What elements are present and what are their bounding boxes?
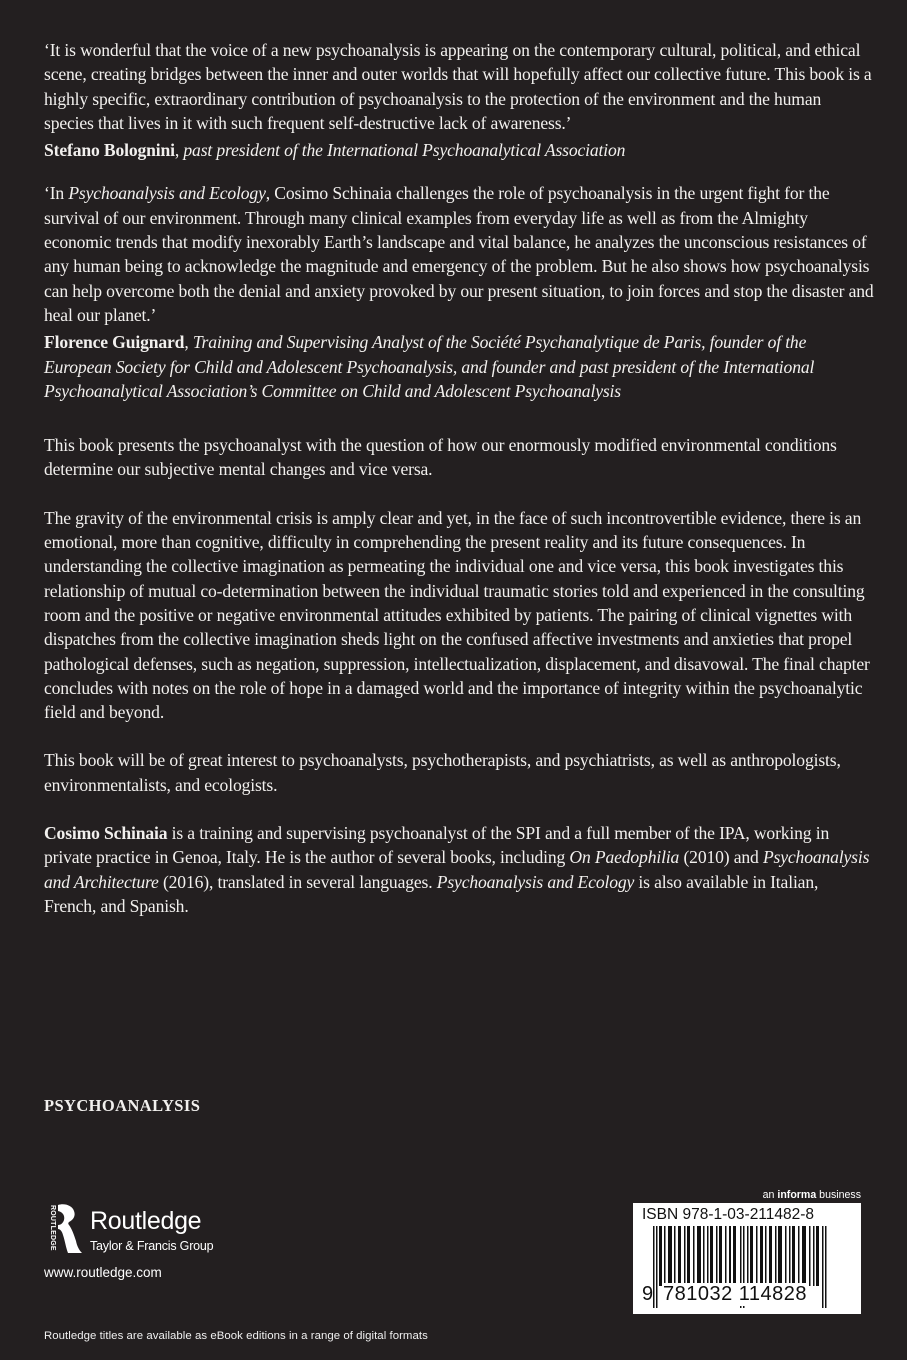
book-title: Psychoanalysis and Ecology xyxy=(68,183,266,204)
endorser-credentials: past president of the International Psychoanalytical Association xyxy=(183,140,626,161)
author-bio: Cosimo Schinaia is a training and supervising psychoanalyst of the SPI and a full member of the IPA, working in private practice in Genoa, Italy. He is the author of several books, including On Paedophilia (2010) and Psychoanalysis and Architecture (2016), translated in several languages. Psychoanalysis and Ecology is also available in Italian, French, and Spanish. xyxy=(44,823,870,916)
isbn-label: ISBN 978-1-03-211482-8 xyxy=(642,1206,815,1223)
publisher-group: Taylor & Francis Group xyxy=(90,1239,214,1253)
endorser-credentials: Training and Supervising Analyst of the Société Psychanalytique de Paris, founder of the European Society for Child and Adolescent Psychoanalysis, and founder and past president of the International Psychoanalytical Association’s Committee on Child and Adolescent Psychoanalysis xyxy=(44,332,815,401)
author-name: Cosimo Schinaia xyxy=(44,823,168,844)
endorsement-attribution-2: Florence Guignard, Training and Supervising Analyst of the Société Psychanalytique de Paris, founder of the European Society for Child and Adolescent Psychoanalysis, and founder and past president of the International Psychoanalytical Association’s Committee on Child and Adolescent Psychoanalysis xyxy=(44,332,815,401)
endorser-name: Florence Guignard xyxy=(44,332,185,353)
ebook-availability-note: Routledge titles are available as eBook editions in a range of digital formats xyxy=(44,1330,428,1342)
isbn-barcode: ISBN 978-1-03-211482-8 9 781032 114828 xyxy=(633,1203,861,1314)
informa-tagline: an informa business xyxy=(762,1189,861,1201)
back-cover-text xyxy=(44,38,874,918)
endorsement-quote-1: ‘It is wonderful that the voice of a new psychoanalysis is appearing on the contemporary cultural, political, and ethical scene, creating bridges between the inner and outer worlds that will hopefully affect our collective future. This book is a highly specific, extraordinary contribution of psychoanalysis to the protection of the environment and the human species that lives in it with such frequent self-destructive lack of awareness.’ xyxy=(44,40,872,133)
description-paragraph-1: This book presents the psychoanalyst with the question of how our enormously modified environmental conditions determine our subjective mental changes and vice versa. xyxy=(44,435,837,480)
svg-text:ROUTLEDGE: ROUTLEDGE xyxy=(49,1205,56,1251)
publisher-name: Routledge xyxy=(90,1207,202,1235)
routledge-logo-icon xyxy=(44,1203,84,1255)
publisher-url[interactable]: www.routledge.com xyxy=(44,1265,162,1280)
endorsement-quote-2: ‘In Psychoanalysis and Ecology, Cosimo Schinaia challenges the role of psychoanalysis in the urgent fight for the survival of our environment. Through many clinical examples from everyday life as well as from the Almighty economic trends that modify inexorably Earth’s landscape and vital balance, he analyzes the unconscious resistances of any human being to acknowledge the magnitude and emergency of the problem. But he also shows how psychoanalysis can help overcome both the denial and anxiety provoked by our present situation, to join forces and stop the disaster and heal our planet.’ xyxy=(44,183,874,325)
subject-category: PSYCHOANALYSIS xyxy=(44,1096,201,1115)
description-paragraph-3: This book will be of great interest to psychoanalysts, psychotherapists, and psychiatrists, as well as anthropologists, environmentalists, and ecologists. xyxy=(44,750,841,795)
endorsement-attribution-1: Stefano Bolognini, past president of the International Psychoanalytical Association xyxy=(44,140,626,161)
endorser-name: Stefano Bolognini xyxy=(44,140,175,161)
publisher-block xyxy=(44,1203,244,1293)
description-paragraph-2: The gravity of the environmental crisis is amply clear and yet, in the face of such incontrovertible evidence, there is an emotional, more than cognitive, difficulty in comprehending the present reality and its future consequences. In understanding the collective imagination as permeating the individual one and vice versa, this book investigates this relationship of mutual co-determination between the individual traumatic stories told and experienced in the consulting room and the positive or negative environmental attitudes exhibited by patients. The pairing of clinical vignettes with dispatches from the collective imagination sheds light on the confused affective investments and anxieties that propel pathological defenses, such as negation, suppression, intellectualization, displacement, and disavowal. The final chapter concludes with notes on the role of hope in a damaged world and the importance of integrity within the psychoanalytic field and beyond. xyxy=(44,507,870,723)
